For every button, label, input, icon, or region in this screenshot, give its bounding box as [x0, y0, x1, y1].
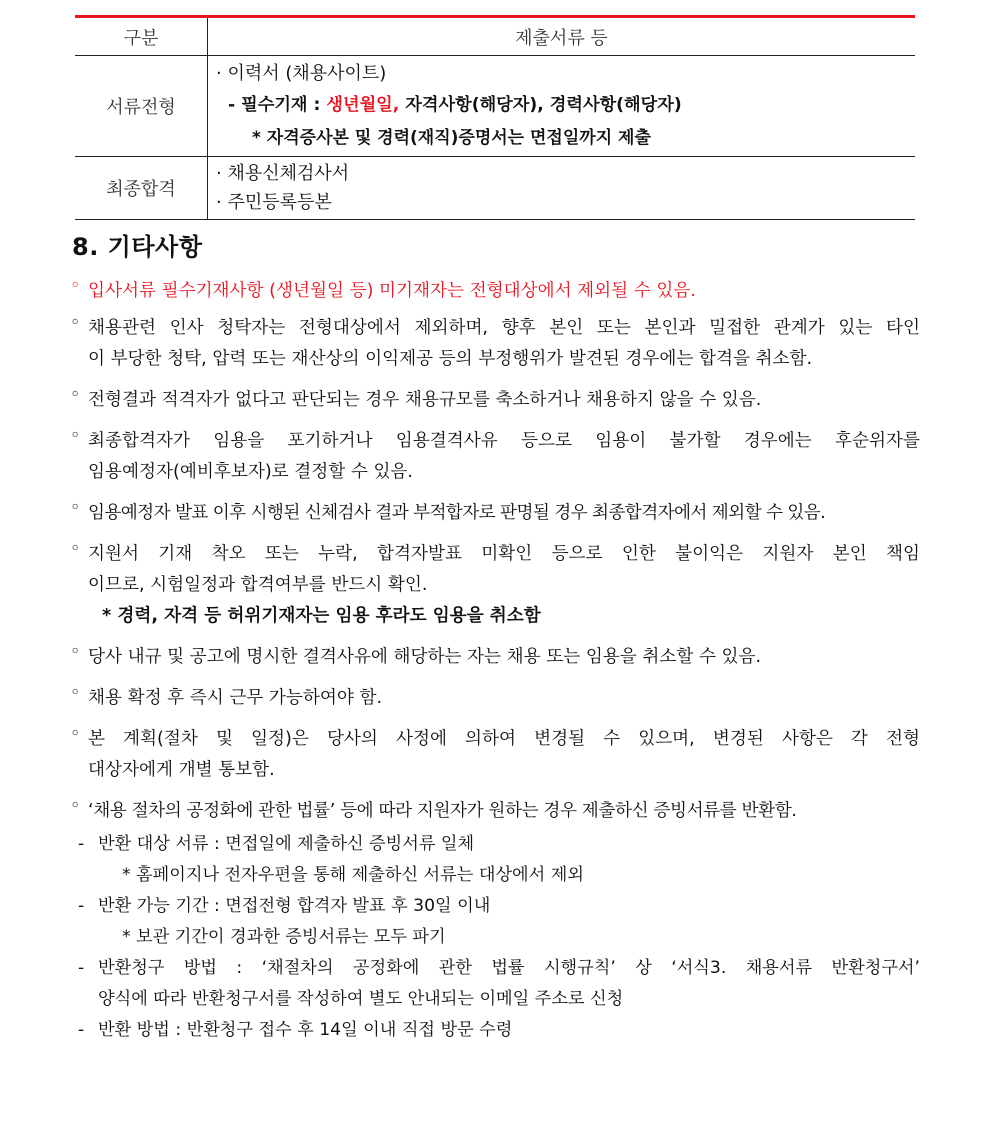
item-text: 임용예정자(예비후보자)로 결정할 수 있음. [88, 462, 414, 482]
dash: - [78, 896, 85, 916]
item-text: 이므로, 시험일정과 합격여부를 반드시 확인. [88, 575, 428, 595]
bullet: ◦ [70, 683, 81, 703]
list-item [70, 426, 920, 488]
item-text: 채용 확정 후 즉시 근무 가능하여야 함. [88, 688, 383, 708]
list-item [70, 539, 920, 632]
list-item [70, 498, 920, 529]
list-item [70, 796, 920, 827]
dash: - [78, 958, 85, 978]
required-birthdate: 생년월일, [326, 95, 400, 115]
item-text: 입사서류 필수기재사항 (생년월일 등) 미기재자는 전형대상에서 제외될 수 있음. [88, 281, 696, 301]
bullet: ◦ [70, 796, 81, 816]
list-item [70, 313, 920, 375]
item-text: 지원서 기재 착오 또는 누락, 합격자발표 미확인 등으로 인한 불이익은 지원자 본인 책임 [88, 544, 920, 564]
sub-item-text: 반환청구 방법 : ‘채절차의 공정화에 관한 법률 시행규칙’ 상 ‘서식3. 채용서류 반환청구서’ [98, 958, 920, 978]
row-content-document-screening [208, 56, 916, 157]
dash: - [78, 834, 85, 854]
list-item [70, 642, 920, 673]
sub-item [70, 1015, 920, 1046]
row-content-final-pass [208, 157, 916, 220]
required-fields-line [216, 90, 915, 122]
item-text: 채용관련 인사 청탁자는 전형대상에서 제외하며, 향후 본인 또는 본인과 밀접한 관계가 있는 타인 [88, 318, 920, 338]
certificate-note: * 자격증사본 및 경력(재직)증명서는 면접일까지 제출 [252, 128, 651, 148]
bullet: ◦ [70, 426, 81, 446]
list-item [70, 724, 920, 786]
sub-item [70, 953, 920, 1015]
notes-list [70, 276, 920, 1046]
sub-item-note: * 홈페이지나 전자우편을 통해 제출하신 서류는 대상에서 제외 [122, 865, 584, 885]
sub-item-text: 반환 가능 기간 : 면접전형 합격자 발표 후 30일 이내 [98, 896, 491, 916]
bullet: ◦ [70, 498, 81, 518]
item-text: 이 부당한 청탁, 압력 또는 재산상의 이익제공 등의 부정행위가 발견된 경우에는 합격을 취소함. [88, 349, 813, 369]
sub-item-text: 반환 대상 서류 : 면접일에 제출하신 증빙서류 일체 [98, 834, 475, 854]
resume-line: · 이력서 (채용사이트) [216, 63, 387, 84]
required-prefix: - 필수기재 : [228, 95, 327, 115]
bullet: ◦ [70, 276, 81, 296]
list-item [70, 276, 920, 307]
bullet: ◦ [70, 313, 81, 333]
row-label-document-screening: 서류전형 [75, 56, 208, 157]
dash: - [78, 1020, 85, 1040]
sub-item [70, 891, 920, 953]
sub-item-text: 반환 방법 : 반환청구 접수 후 14일 이내 직접 방문 수령 [98, 1020, 513, 1040]
bullet: ◦ [70, 642, 81, 662]
return-details-list [70, 829, 920, 1046]
header-documents: 제출서류 등 [208, 17, 916, 56]
submission-documents-table [75, 15, 915, 220]
bullet: ◦ [70, 385, 81, 405]
item-text: 최종합격자가 임용을 포기하거나 임용결격사유 등으로 임용이 불가할 경우에는 후순위자를 [88, 431, 920, 451]
section-title: 8. 기타사항 [72, 233, 203, 261]
sub-item-note: * 보관 기간이 경과한 증빙서류는 모두 파기 [122, 927, 446, 947]
item-text: 임용예정자 발표 이후 시행된 신체검사 결과 부적합자로 판명될 경우 최종합격자에서 제외할 수 있음. [88, 503, 826, 523]
header-category: 구분 [75, 17, 208, 56]
item-text: 대상자에게 개별 통보함. [88, 760, 275, 780]
bullet: ◦ [70, 724, 81, 744]
sub-item [70, 829, 920, 891]
table-header-row [75, 17, 915, 56]
list-item [70, 683, 920, 714]
table-row-final-pass [75, 157, 915, 220]
item-text: ‘채용 절차의 공정화에 관한 법률’ 등에 따라 지원자가 원하는 경우 제출하신 증빙서류를 반환함. [88, 801, 797, 821]
row-label-final-pass: 최종합격 [75, 157, 208, 220]
bullet: ◦ [70, 539, 81, 559]
item-text: 전형결과 적격자가 없다고 판단되는 경우 채용규모를 축소하거나 채용하지 않을 수 있음. [88, 390, 762, 410]
health-check-line: · 채용신체검사서 [216, 163, 350, 184]
resident-registration-line: · 주민등록등본 [216, 192, 332, 213]
sub-item-text: 양식에 따라 반환청구서를 작성하여 별도 안내되는 이메일 주소로 신청 [98, 989, 624, 1009]
list-item [70, 385, 920, 416]
table-row-document-screening [75, 56, 915, 157]
item-text: 당사 내규 및 공고에 명시한 결격사유에 해당하는 자는 채용 또는 임용을 취소할 수 있음. [88, 647, 762, 667]
required-suffix: 자격사항(해당자), 경력사항(해당자) [399, 95, 682, 115]
item-note: * 경력, 자격 등 허위기재자는 임용 후라도 임용을 취소함 [102, 606, 541, 626]
item-text: 본 계획(절차 및 일정)은 당사의 사정에 의하여 변경될 수 있으며, 변경된 사항은 각 전형 [88, 729, 920, 749]
